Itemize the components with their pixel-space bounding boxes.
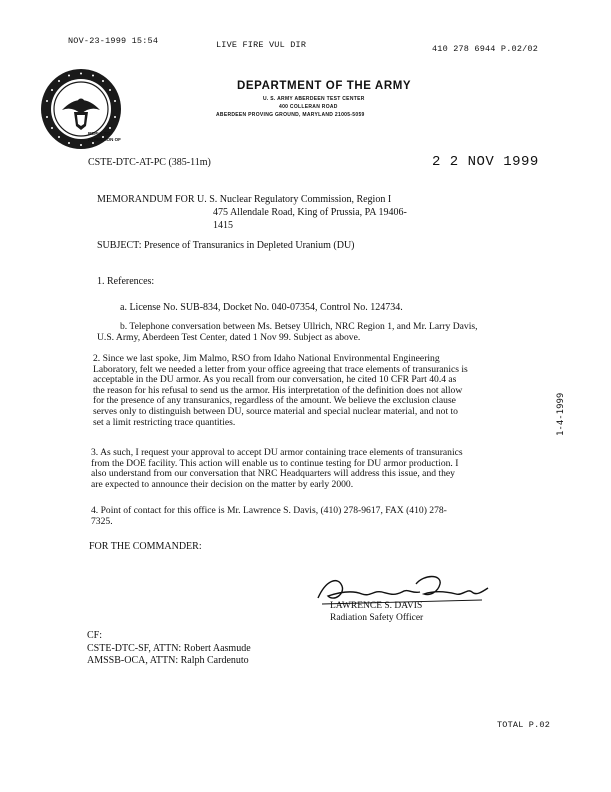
paragraph-2-line-5: for the presence of any transuranics, regardless of the amount. We believe the exclusion clause [93,395,456,407]
paragraph-2-line-7: set a limit restricting trace quantities. [93,416,236,428]
reference-b-line-2: U.S. Army, Aberdeen Test Center, dated 1 Nov 99. Subject as above. [97,331,361,343]
paragraph-3-line-1: 3. As such, I request your approval to accept DU armor containing trace elements of transuranics [91,447,463,458]
reply-to-label: REPLY TO [88,131,110,136]
letterhead-line-3: ABERDEEN PROVING GROUND, MARYLAND 21005-5059 [216,112,365,118]
paragraph-3-line-2: from the DOE facility. This action will enable us to continue testing for DU armor production. I [91,457,459,469]
fax-phone-page: 410 278 6944 P.02/02 [432,44,539,54]
paragraph-2-line-6: serves only to distinguish between DU, source material and special nuclear material, and not to [93,405,458,417]
cf-recipient-2: AMSSB-OCA, ATTN: Ralph Cardenuto [87,655,249,666]
cf-heading: CF: [87,630,103,641]
margin-note: 1-4-1999 [556,392,566,436]
paragraph-3 [91,448,463,490]
reference-a: a. License No. SUB-834, Docket No. 040-07354, Control No. 124734. [120,302,403,313]
paragraph-4-line-1: 4. Point of contact for this office is Mr. Lawrence S. Davis, (410) 278-9617, FAX (410) 278- [91,505,447,516]
memo-subject: SUBJECT: Presence of Transuranics in Depleted Uranium (DU) [97,240,355,251]
memo-for-line-1: MEMORANDUM FOR U. S. Nuclear Regulatory Commission, Region I [97,194,392,205]
attention-of-label: ATTENTION OF [88,137,121,142]
paragraph-2-line-2: Laboratory, felt we needed a letter from your office agreeing that trace elements of transuranics is [93,363,468,375]
letterhead-line-2: 400 COLLERAN ROAD [279,104,338,110]
paragraph-3-line-4: are expected to announce their decision on the matter by early 2000. [91,478,354,490]
fax-sender: LIVE FIRE VUL DIR [216,40,307,50]
references-heading: 1. References: [97,276,155,287]
paragraph-2-line-1: 2. Since we last spoke, Jim Malmo, RSO from Idaho National Environmental Engineering [93,353,440,364]
paragraph-4 [91,506,447,527]
paragraph-3-line-3: also understand from our conversation that NRC Headquarters will address this issue, and they [91,468,455,480]
fax-total-pages: TOTAL P.02 [497,720,551,730]
paragraph-4-line-2: 7325. [91,515,113,527]
letterhead-department: DEPARTMENT OF THE ARMY [237,80,412,92]
date-stamp: 2 2 NOV 1999 [432,154,539,170]
letterhead-line-1: U. S. ARMY ABERDEEN TEST CENTER [263,96,365,102]
closing-line: FOR THE COMMANDER: [89,541,202,552]
cf-recipient-1: CSTE-DTC-SF, ATTN: Robert Aasmude [87,643,251,654]
memo-for-line-3: 1415 [213,220,233,231]
reference-b-line-1: b. Telephone conversation between Ms. Betsey Ullrich, NRC Region 1, and Mr. Larry Davis, [120,321,478,332]
signatory-title: Radiation Safety Officer [330,613,424,623]
paragraph-2-line-3: acceptable in the DU armor. As you recall from our conversation, he cited 10 CFR Part 40.4 as [93,374,457,386]
signatory-name: LAWRENCE S. DAVIS [330,601,423,611]
paragraph-2-line-4: the reason for his refusal to send us the armor. His interpretation of the definition does not allow [93,384,463,396]
office-symbol: CSTE-DTC-AT-PC (385-11m) [88,157,211,168]
paragraph-2 [93,354,468,428]
fax-date-time: NOV-23-1999 15:54 [68,36,159,46]
reference-b [97,322,478,343]
memo-for-line-2: 475 Allendale Road, King of Prussia, PA 19406- [213,207,407,218]
